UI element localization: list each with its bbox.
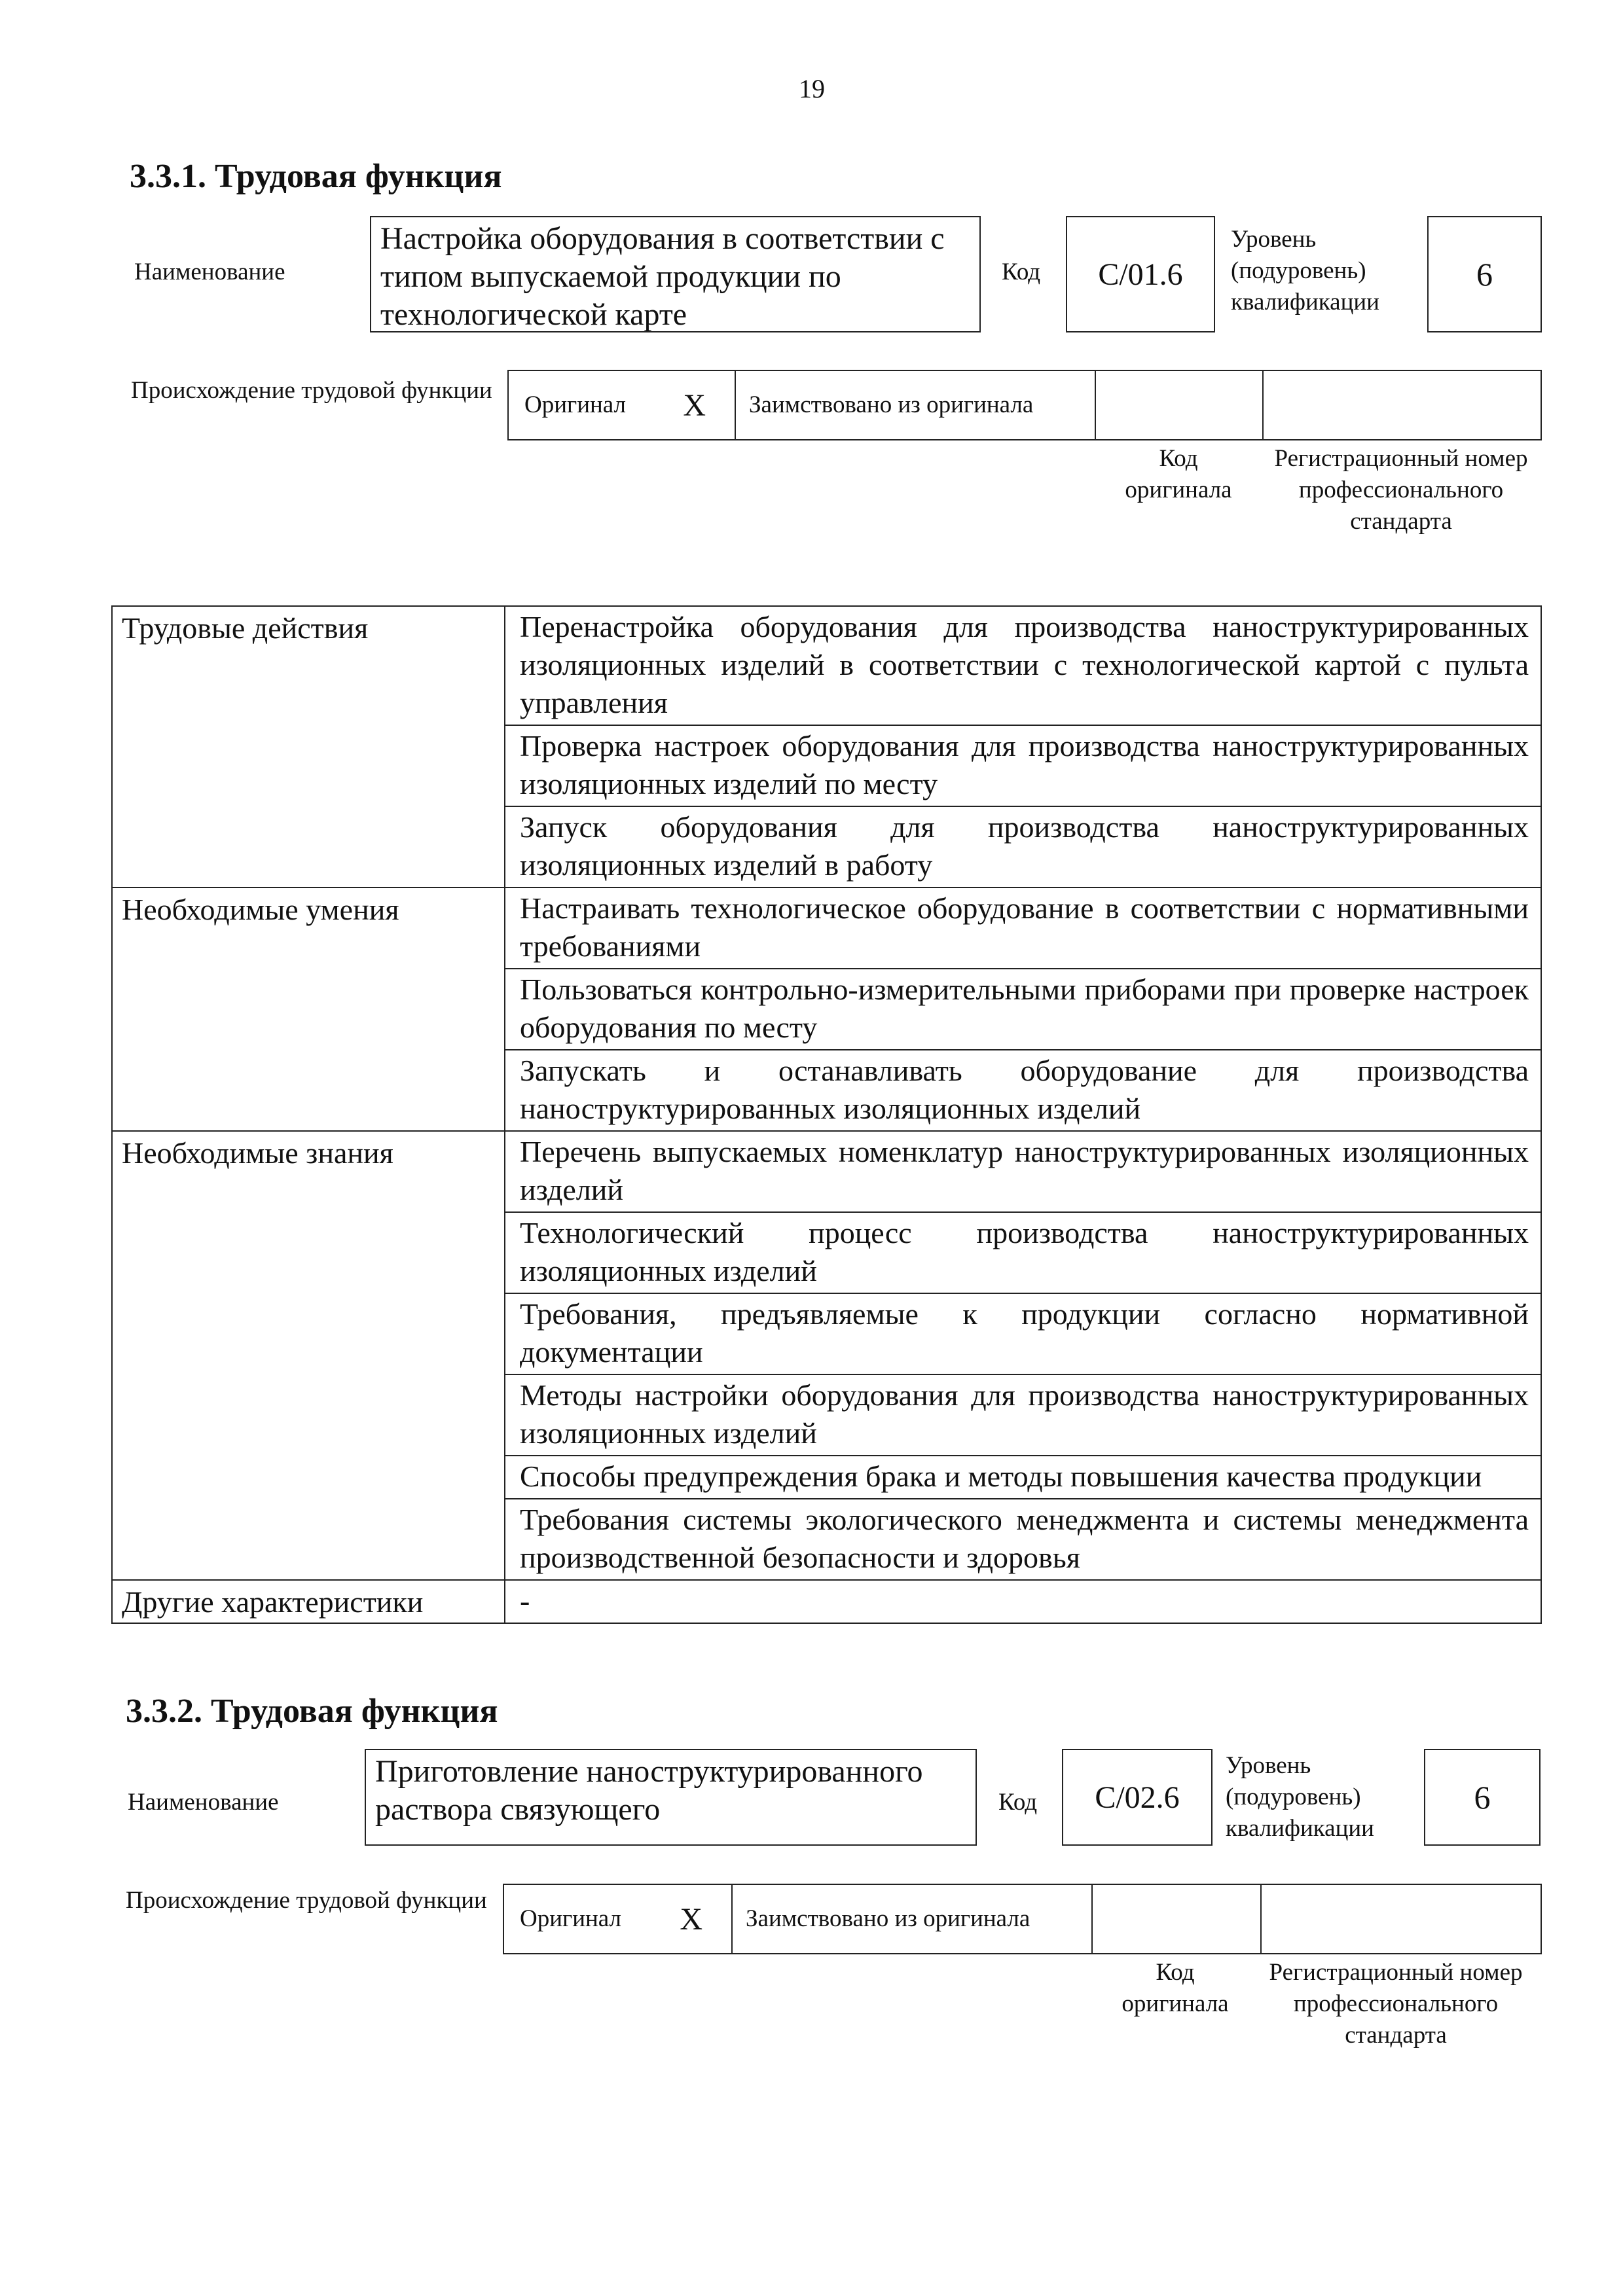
origin-label: Происхождение трудовой функции: [126, 1887, 487, 1914]
detail-cell: Проверка настроек оборудования для производства наноструктурированных изоляционных изделий по месту: [505, 725, 1541, 806]
section-title: 3.3.1. Трудовая функция: [130, 158, 502, 195]
reg-number-caption: Регистрационный номер профессионального стандарта: [1274, 445, 1528, 535]
origin-borrowed-label: Заимствовано из оригинала: [749, 391, 1034, 418]
origin-reg-cell: [1262, 371, 1541, 439]
detail-cell: Методы настройки оборудования для производства наноструктурированных изоляционных изделий: [505, 1374, 1541, 1456]
function-name-box: [365, 1749, 977, 1846]
origin-code-cell: [1091, 1885, 1260, 1953]
origin-mark: X: [683, 387, 706, 423]
section-title: 3.3.2. Трудовая функция: [126, 1693, 498, 1730]
level-value: 6: [1474, 1779, 1491, 1816]
function-code: С/02.6: [1095, 1780, 1180, 1815]
level-box: [1424, 1749, 1541, 1846]
function-code: С/01.6: [1098, 257, 1183, 292]
origin-original-cell: [504, 1885, 731, 1953]
table-row: [112, 606, 1541, 725]
detail-cell: Настраивать технологическое оборудование в соответствии с нормативными требованиями: [505, 888, 1541, 969]
origin-borrowed-label: Заимствовано из оригинала: [746, 1905, 1030, 1932]
origin-mark: X: [680, 1901, 702, 1937]
level-label: Уровень (подуровень) квалификации: [1226, 1752, 1374, 1842]
detail-cell: Пользоваться контрольно-измерительными приборами при проверке настроек оборудования по месту: [505, 969, 1541, 1050]
table-row: [112, 1580, 1541, 1623]
table-row: [112, 888, 1541, 969]
page-number: 19: [799, 74, 825, 103]
detail-cell: Способы предупреждения брака и методы повышения качества продукции: [505, 1456, 1541, 1499]
category-cell: Необходимые умения: [112, 888, 505, 1131]
category-cell: Другие характеристики: [112, 1580, 505, 1623]
category-cell: Необходимые знания: [112, 1131, 505, 1580]
origin-label: Происхождение трудовой функции: [131, 377, 492, 404]
code-label: Код: [998, 1789, 1038, 1816]
function-name-box: [370, 216, 981, 332]
detail-cell: Технологический процесс производства наноструктурированных изоляционных изделий: [505, 1212, 1541, 1293]
detail-cell: Запуск оборудования для производства наноструктурированных изоляционных изделий в работу: [505, 806, 1541, 888]
detail-cell: Запускать и останавливать оборудование для производства наноструктурированных изоляционных изделий: [505, 1050, 1541, 1131]
detail-cell: Перенастройка оборудования для производства наноструктурированных изоляционных изделий в соответствии с технологической картой с пульта управления: [505, 606, 1541, 725]
code-original-caption: Код оригинала: [1125, 445, 1232, 503]
function-name: Настройка оборудования в соответствии с типом выпускаемой продукции по технологической карте: [380, 221, 945, 332]
origin-borrowed-cell: [735, 371, 1095, 439]
level-box: [1427, 216, 1542, 332]
level-label: Уровень (подуровень) квалификации: [1231, 226, 1379, 315]
level-value: 6: [1476, 256, 1493, 293]
table-row: [112, 1131, 1541, 1212]
code-original-caption: Код оригинала: [1122, 1959, 1229, 2017]
origin-original-label: Оригинал: [524, 391, 627, 418]
origin-reg-cell: [1260, 1885, 1541, 1953]
detail-cell: Перечень выпускаемых номенклатур наноструктурированных изоляционных изделий: [505, 1131, 1541, 1212]
name-label: Наименование: [128, 1789, 279, 1816]
detail-cell: Требования системы экологического менеджмента и системы менеджмента производственной безопасности и здоровья: [505, 1499, 1541, 1580]
origin-table: [503, 1884, 1542, 1954]
code-label: Код: [1002, 259, 1041, 285]
function-details-table: [111, 605, 1542, 1624]
category-cell: Трудовые действия: [112, 606, 505, 888]
origin-original-cell: [509, 371, 735, 439]
detail-cell: Требования, предъявляемые к продукции согласно нормативной документации: [505, 1293, 1541, 1374]
function-code-box: [1062, 1749, 1213, 1846]
function-name: Приготовление наноструктурированного раствора связующего: [375, 1754, 923, 1827]
function-code-box: [1066, 216, 1215, 332]
name-label: Наименование: [134, 259, 285, 285]
origin-original-label: Оригинал: [520, 1905, 622, 1932]
origin-table: [507, 370, 1542, 440]
detail-cell: -: [505, 1580, 1541, 1623]
reg-number-caption: Регистрационный номер профессионального стандарта: [1269, 1959, 1523, 2049]
origin-code-cell: [1095, 371, 1262, 439]
origin-borrowed-cell: [731, 1885, 1091, 1953]
